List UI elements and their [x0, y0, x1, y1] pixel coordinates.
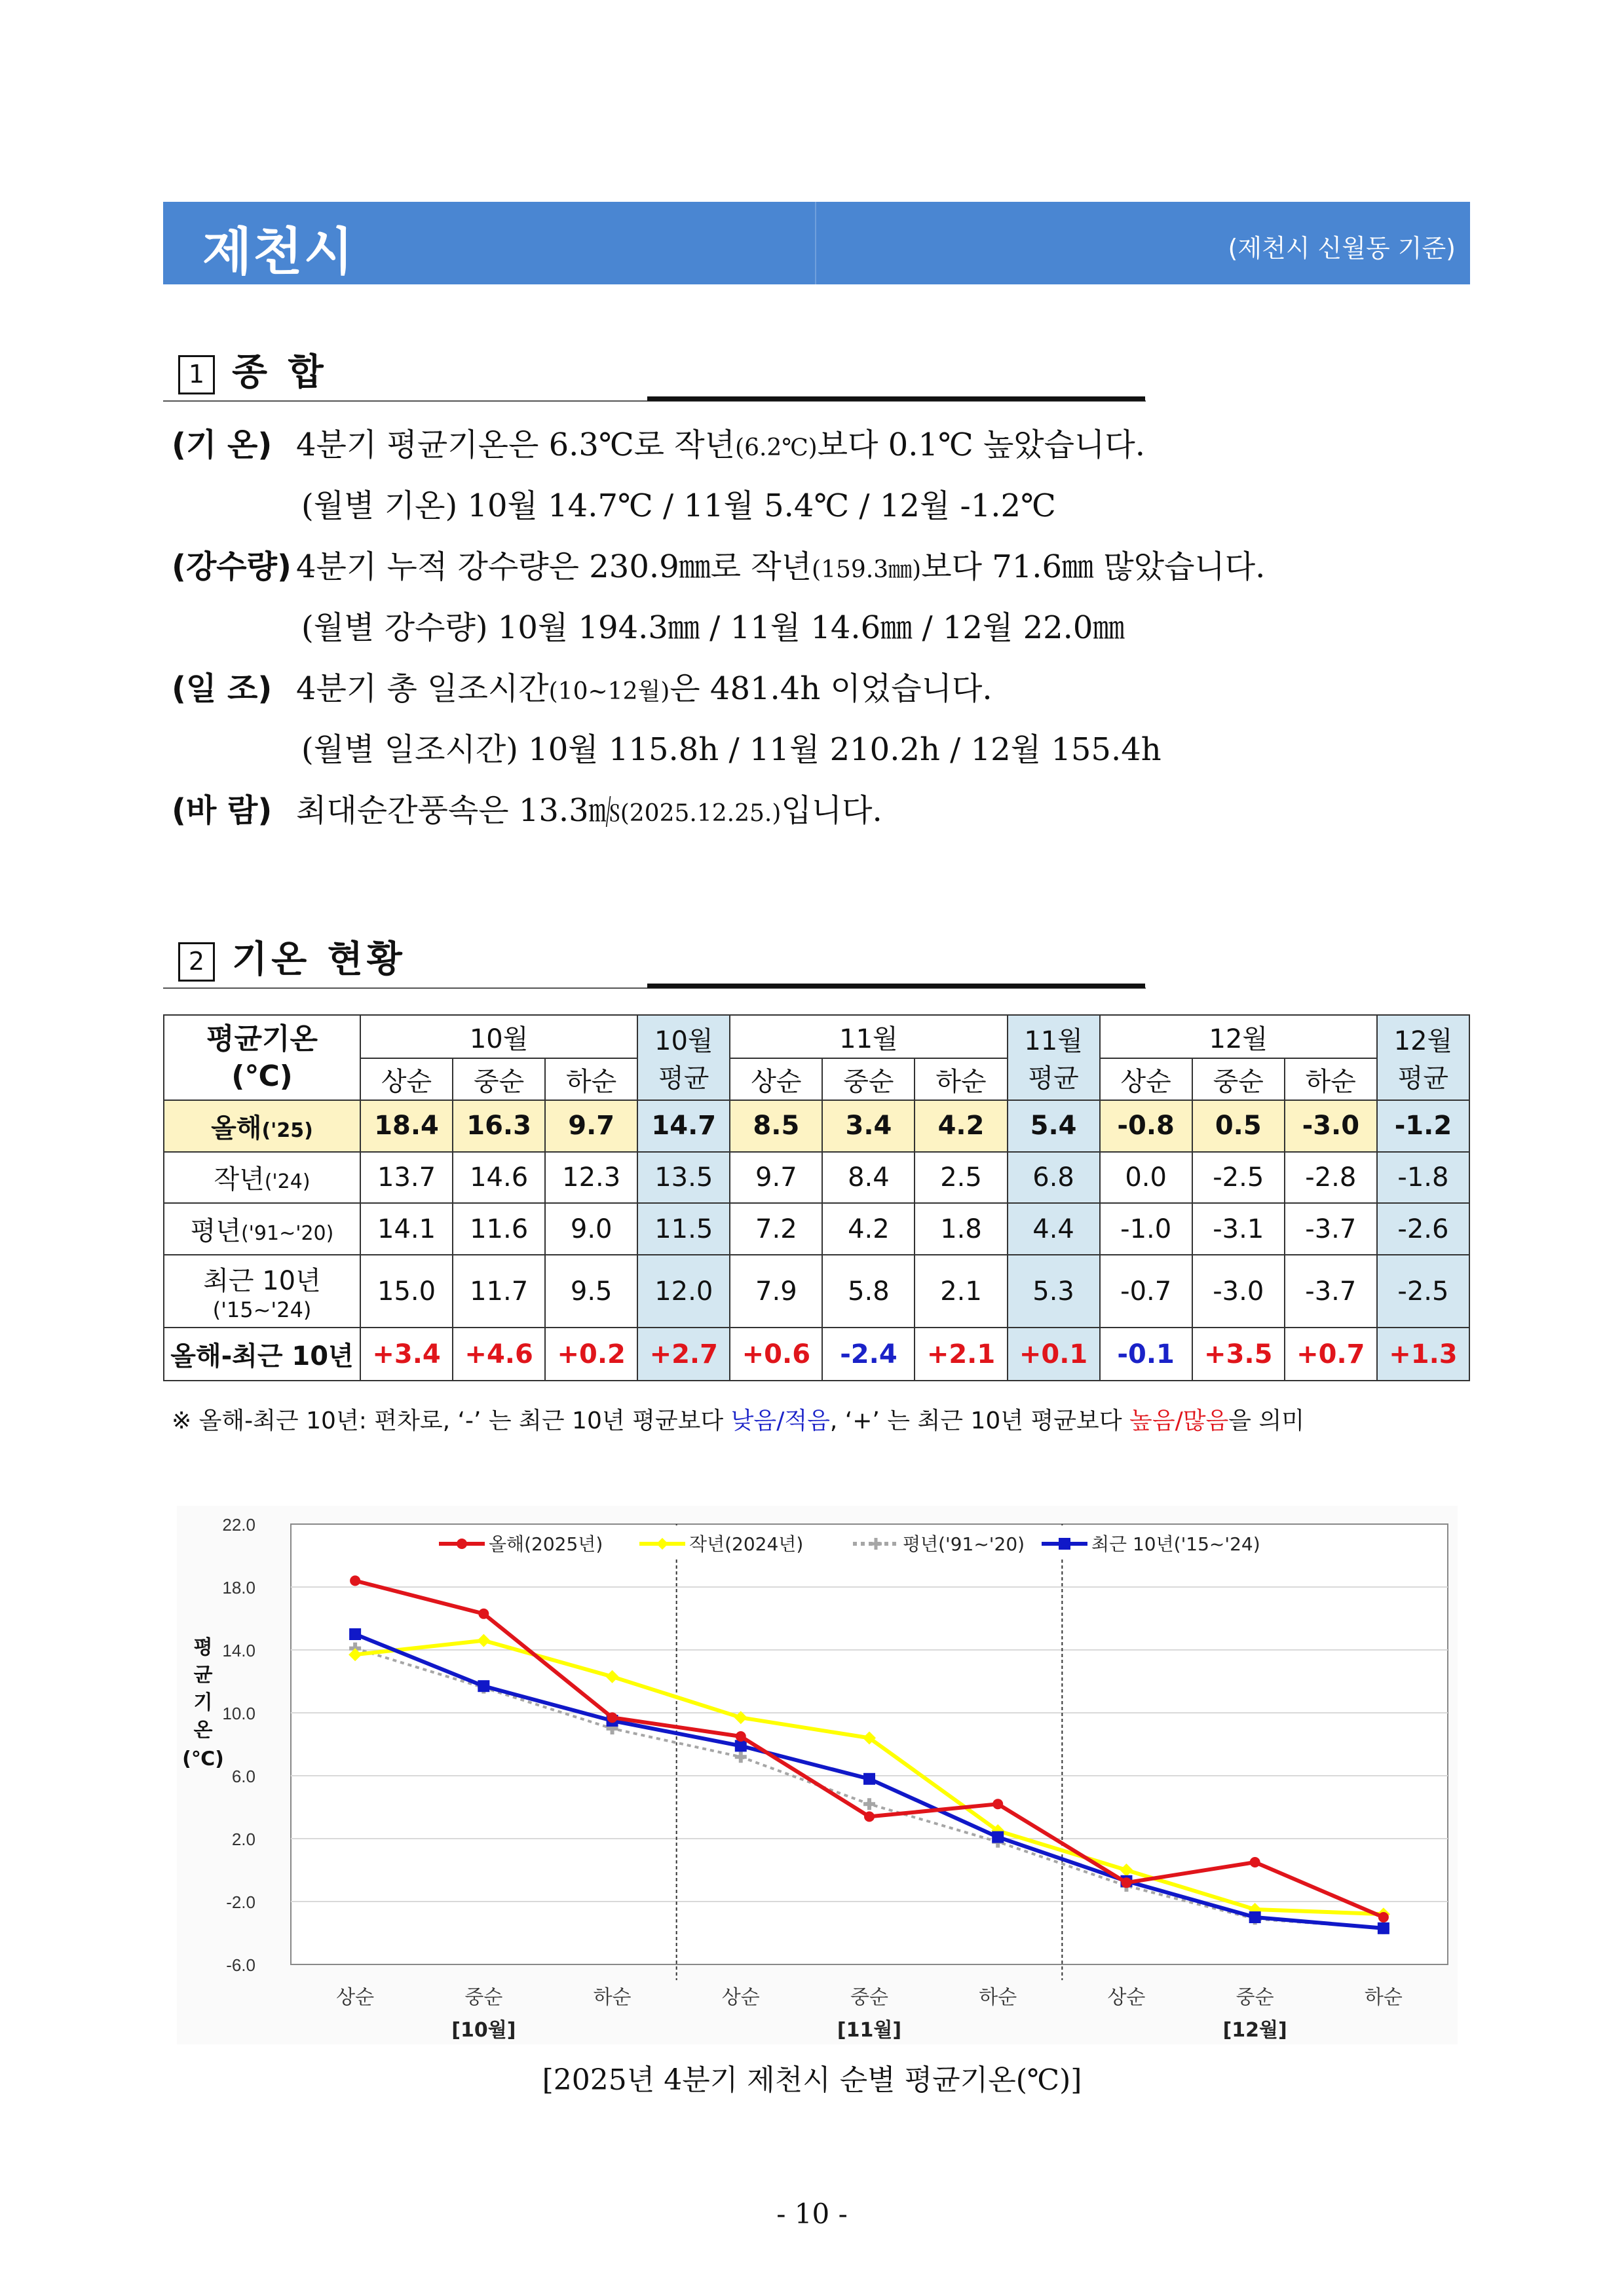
- table-cell: 13.7: [360, 1152, 453, 1204]
- table-cell: +2.1: [915, 1328, 1007, 1381]
- table-cell: 4.2: [915, 1100, 1007, 1152]
- table-cell: -3.1: [1192, 1203, 1285, 1255]
- summary-text: (월별 강수량) 10월 194.3㎜ / 11월 14.6㎜ / 12월 22.0㎜: [301, 609, 1125, 646]
- table-row: [164, 1328, 1469, 1381]
- table-cell: -2.5: [1192, 1152, 1285, 1204]
- table-cell: 13.5: [637, 1152, 730, 1204]
- chart-caption: [2025년 4분기 제천시 순별 평균기온(℃)]: [542, 2063, 1082, 2097]
- avg-header-line: 11월: [1024, 1026, 1083, 1057]
- table-row: [164, 1203, 1469, 1255]
- page-title: 제천시: [202, 223, 355, 282]
- table-cell: 2.5: [915, 1152, 1007, 1204]
- month-average-header: [637, 1015, 730, 1100]
- data-point: [992, 1799, 1003, 1809]
- table-cell: -0.8: [1100, 1100, 1192, 1152]
- section-number: 2: [178, 942, 215, 982]
- table-cell: 5.8: [822, 1255, 915, 1328]
- data-point: [607, 1712, 618, 1723]
- period-header: 하순: [545, 1058, 637, 1100]
- summary-tail: 입니다.: [781, 792, 882, 829]
- table-cell: 11.6: [453, 1203, 545, 1255]
- summary-label: (일 조): [172, 670, 273, 707]
- y-axis-label: (℃): [182, 1748, 224, 1770]
- table-cell: +0.2: [545, 1328, 637, 1381]
- table-cell: +4.6: [453, 1328, 545, 1381]
- summary-line: [172, 785, 882, 830]
- summary-line: [172, 541, 1265, 586]
- table-cell: +0.6: [730, 1328, 822, 1381]
- period-header: 상순: [730, 1058, 822, 1100]
- data-point: [1249, 1911, 1261, 1923]
- summary-text: (월별 일조시간) 10월 115.8h / 11월 210.2h / 12월 155.4h: [301, 731, 1161, 768]
- period-header: 하순: [1285, 1058, 1377, 1100]
- section-heading-temperature: [178, 930, 406, 983]
- row-label-sub: ('24): [264, 1170, 311, 1194]
- x-group-label: [10월]: [451, 2019, 516, 2042]
- note-text: 을 의미: [1228, 1407, 1305, 1434]
- table-cell: 3.4: [822, 1100, 915, 1152]
- data-point: [1121, 1877, 1131, 1888]
- data-point: [735, 1740, 747, 1751]
- row-label: [164, 1203, 360, 1255]
- y-tick-label: 14.0: [222, 1641, 255, 1660]
- y-tick-label: 2.0: [231, 1829, 255, 1849]
- y-tick-label: -6.0: [226, 1955, 255, 1975]
- avg-header-line: 10월: [654, 1026, 713, 1057]
- table-cell: 8.4: [822, 1152, 915, 1204]
- avg-header-line: 평균: [658, 1063, 709, 1094]
- table-cell: -0.1: [1100, 1328, 1192, 1381]
- data-point: [863, 1773, 875, 1785]
- row-label-sub: ('15~'24): [212, 1297, 312, 1323]
- table-row: [164, 1100, 1469, 1152]
- summary-text: 4분기 총 일조시간: [296, 670, 549, 707]
- table-cell: 12.3: [545, 1152, 637, 1204]
- table-cell: 11.7: [453, 1255, 545, 1328]
- summary-label: (강수량): [172, 548, 292, 585]
- x-tick-label: 중순: [1236, 1986, 1274, 2009]
- summary-small: (10~12월): [548, 678, 670, 705]
- corner-line-1: 평균기온: [206, 1022, 318, 1056]
- summary-small: (159.3㎜): [812, 556, 922, 583]
- summary-small: (2025.12.25.): [620, 800, 782, 827]
- row-label-text: 올해: [211, 1113, 262, 1143]
- table-cell: 14.7: [637, 1100, 730, 1152]
- summary-text: 4분기 평균기온은 6.3℃로 작년: [296, 427, 736, 463]
- table-cell: 5.4: [1008, 1100, 1100, 1152]
- table-cell: +0.1: [1008, 1328, 1100, 1381]
- table-cell: 18.4: [360, 1100, 453, 1152]
- data-point: [350, 1575, 360, 1586]
- x-group-label: [11월]: [837, 2019, 902, 2042]
- x-tick-label: 중순: [850, 1986, 888, 2009]
- summary-line: [172, 663, 992, 708]
- table-cell: -3.7: [1285, 1203, 1377, 1255]
- table-footnote: [172, 1402, 1304, 1436]
- row-label-text: 작년: [214, 1164, 265, 1195]
- table-cell: 4.4: [1008, 1203, 1100, 1255]
- chart-legend: [439, 1525, 1363, 1559]
- period-header: 하순: [915, 1058, 1007, 1100]
- x-tick-label: 상순: [336, 1986, 375, 2009]
- table-cell: 16.3: [453, 1100, 545, 1152]
- legend-label: 평년('91~'20): [903, 1533, 1025, 1555]
- avg-header-line: 평균: [1028, 1063, 1079, 1094]
- month-average-header: [1377, 1015, 1469, 1100]
- row-label-text: 평년: [190, 1216, 241, 1247]
- period-header: 상순: [360, 1058, 453, 1100]
- summary-small: (6.2℃): [735, 434, 818, 461]
- x-group-label: [12월]: [1222, 2019, 1287, 2042]
- data-point: [1250, 1857, 1260, 1867]
- x-tick-label: 상순: [721, 1986, 760, 2009]
- table-cell: -1.8: [1377, 1152, 1469, 1204]
- data-point: [478, 1609, 489, 1619]
- month-header: 10월: [360, 1015, 637, 1058]
- section-title: 기온 현황: [232, 938, 406, 981]
- table-cell: 6.8: [1008, 1152, 1100, 1204]
- table-cell: 11.5: [637, 1203, 730, 1255]
- table-cell: +2.7: [637, 1328, 730, 1381]
- temperature-table: [163, 1014, 1470, 1381]
- legend-label: 작년(2024년): [689, 1533, 804, 1555]
- table-cell: -2.6: [1377, 1203, 1469, 1255]
- y-axis-label: 평: [193, 1636, 213, 1659]
- section-title: 종 합: [232, 351, 328, 394]
- data-point: [864, 1811, 875, 1822]
- table-cell: 5.3: [1008, 1255, 1100, 1328]
- section-heading-summary: [178, 343, 328, 396]
- row-label-sub: ('25): [261, 1119, 313, 1142]
- table-row: [164, 1152, 1469, 1204]
- x-tick-label: 중순: [464, 1986, 503, 2009]
- summary-label: (바 람): [172, 792, 273, 829]
- table-cell: -1.0: [1100, 1203, 1192, 1255]
- note-text: ※ 올해-최근 10년: 편차로, ‘-’ 는 최근 10년 평균보다: [172, 1407, 731, 1434]
- table-cell: 8.5: [730, 1100, 822, 1152]
- x-tick-label: 하순: [593, 1986, 632, 2009]
- note-low: 낮음/적음: [730, 1407, 830, 1434]
- legend-marker: [457, 1539, 467, 1549]
- table-cell: +3.4: [360, 1328, 453, 1381]
- y-tick-label: 10.0: [222, 1704, 255, 1723]
- section-number: 1: [178, 355, 215, 394]
- table-cell: 7.2: [730, 1203, 822, 1255]
- y-tick-label: 6.0: [231, 1767, 255, 1786]
- avg-header-line: 평균: [1397, 1063, 1449, 1094]
- table-cell: +0.7: [1285, 1328, 1377, 1381]
- row-label-sub: ('91~'20): [240, 1222, 334, 1246]
- y-axis-label: 온: [193, 1719, 213, 1742]
- summary-text: 4분기 누적 강수량은 230.9㎜로 작년: [296, 548, 812, 585]
- table-cell: 4.2: [822, 1203, 915, 1255]
- y-axis-label: 기: [193, 1691, 213, 1714]
- y-tick-label: 22.0: [222, 1515, 255, 1535]
- period-header: 중순: [453, 1058, 545, 1100]
- data-point: [736, 1731, 746, 1742]
- period-header: 중순: [822, 1058, 915, 1100]
- banner-divider: [815, 202, 816, 284]
- table-cell: 1.8: [915, 1203, 1007, 1255]
- table-cell: 9.5: [545, 1255, 637, 1328]
- data-point: [992, 1831, 1004, 1843]
- x-tick-label: 하순: [979, 1986, 1017, 2009]
- table-cell: 15.0: [360, 1255, 453, 1328]
- station-subtitle: (제천시 신월동 기준): [1228, 234, 1456, 263]
- summary-tail: 보다 0.1℃ 높았습니다.: [817, 427, 1146, 463]
- corner-line-2: (℃): [231, 1060, 293, 1094]
- table-cell: +1.3: [1377, 1328, 1469, 1381]
- section-rule-accent: [647, 984, 1145, 988]
- table-cell: 14.6: [453, 1152, 545, 1204]
- page-number: - 10 -: [776, 2198, 848, 2230]
- table-cell: -3.0: [1285, 1100, 1377, 1152]
- summary-label: (기 온): [172, 427, 273, 463]
- y-axis-label: 균: [193, 1664, 213, 1687]
- table-cell: 14.1: [360, 1203, 453, 1255]
- section-rule-accent: [647, 396, 1145, 401]
- table-cell: -2.5: [1377, 1255, 1469, 1328]
- period-header: 상순: [1100, 1058, 1192, 1100]
- table-row: [164, 1255, 1469, 1328]
- x-tick-label: 하순: [1364, 1986, 1403, 2009]
- note-text: , ‘+’ 는 최근 10년 평균보다: [829, 1407, 1130, 1434]
- period-header: 중순: [1192, 1058, 1285, 1100]
- title-banner: [163, 202, 1470, 284]
- table-cell: 9.7: [730, 1152, 822, 1204]
- row-label-text: 올해-최근 10년: [170, 1341, 354, 1372]
- data-point: [1378, 1912, 1389, 1923]
- summary-line: [301, 724, 1161, 769]
- table-cell: +3.5: [1192, 1328, 1285, 1381]
- legend-label: 올해(2025년): [489, 1533, 603, 1555]
- avg-header-line: 12월: [1393, 1026, 1453, 1057]
- table-cell: 9.0: [545, 1203, 637, 1255]
- summary-text: (월별 기온) 10월 14.7℃ / 11월 5.4℃ / 12월 -1.2℃: [301, 488, 1056, 524]
- summary-line: [301, 480, 1056, 526]
- data-point: [478, 1680, 489, 1692]
- summary-line: [301, 602, 1124, 647]
- row-label: [164, 1255, 360, 1328]
- legend-marker: [1059, 1538, 1070, 1550]
- table-corner-header: [164, 1015, 360, 1100]
- table-cell: 12.0: [637, 1255, 730, 1328]
- table-cell: 7.9: [730, 1255, 822, 1328]
- summary-tail: 은 481.4h 이었습니다.: [670, 670, 992, 707]
- summary-text: 최대순간풍속은 13.3㎧: [296, 792, 620, 829]
- row-label: [164, 1328, 360, 1381]
- table-cell: 0.5: [1192, 1100, 1285, 1152]
- table-cell: -0.7: [1100, 1255, 1192, 1328]
- month-header: 11월: [730, 1015, 1007, 1058]
- legend-label: 최근 10년('15~'24): [1091, 1533, 1260, 1555]
- temperature-line-chart: [177, 1506, 1458, 2044]
- x-tick-label: 상순: [1107, 1986, 1146, 2009]
- table-cell: -3.7: [1285, 1255, 1377, 1328]
- data-point: [349, 1628, 361, 1640]
- y-tick-label: -2.0: [226, 1892, 255, 1912]
- row-label: [164, 1152, 360, 1204]
- summary-line: [172, 419, 1145, 465]
- table-cell: 0.0: [1100, 1152, 1192, 1204]
- note-high: 높음/많음: [1129, 1407, 1229, 1434]
- table-cell: -2.4: [822, 1328, 915, 1381]
- month-average-header: [1008, 1015, 1100, 1100]
- table-cell: 2.1: [915, 1255, 1007, 1328]
- row-label-text: 최근 10년: [203, 1266, 321, 1297]
- table-cell: 9.7: [545, 1100, 637, 1152]
- table-cell: -2.8: [1285, 1152, 1377, 1204]
- y-tick-label: 18.0: [222, 1578, 255, 1598]
- month-header: 12월: [1100, 1015, 1377, 1058]
- table-cell: -3.0: [1192, 1255, 1285, 1328]
- summary-tail: 보다 71.6㎜ 많았습니다.: [921, 548, 1266, 585]
- data-point: [1378, 1923, 1389, 1934]
- table-cell: -1.2: [1377, 1100, 1469, 1152]
- row-label: [164, 1100, 360, 1152]
